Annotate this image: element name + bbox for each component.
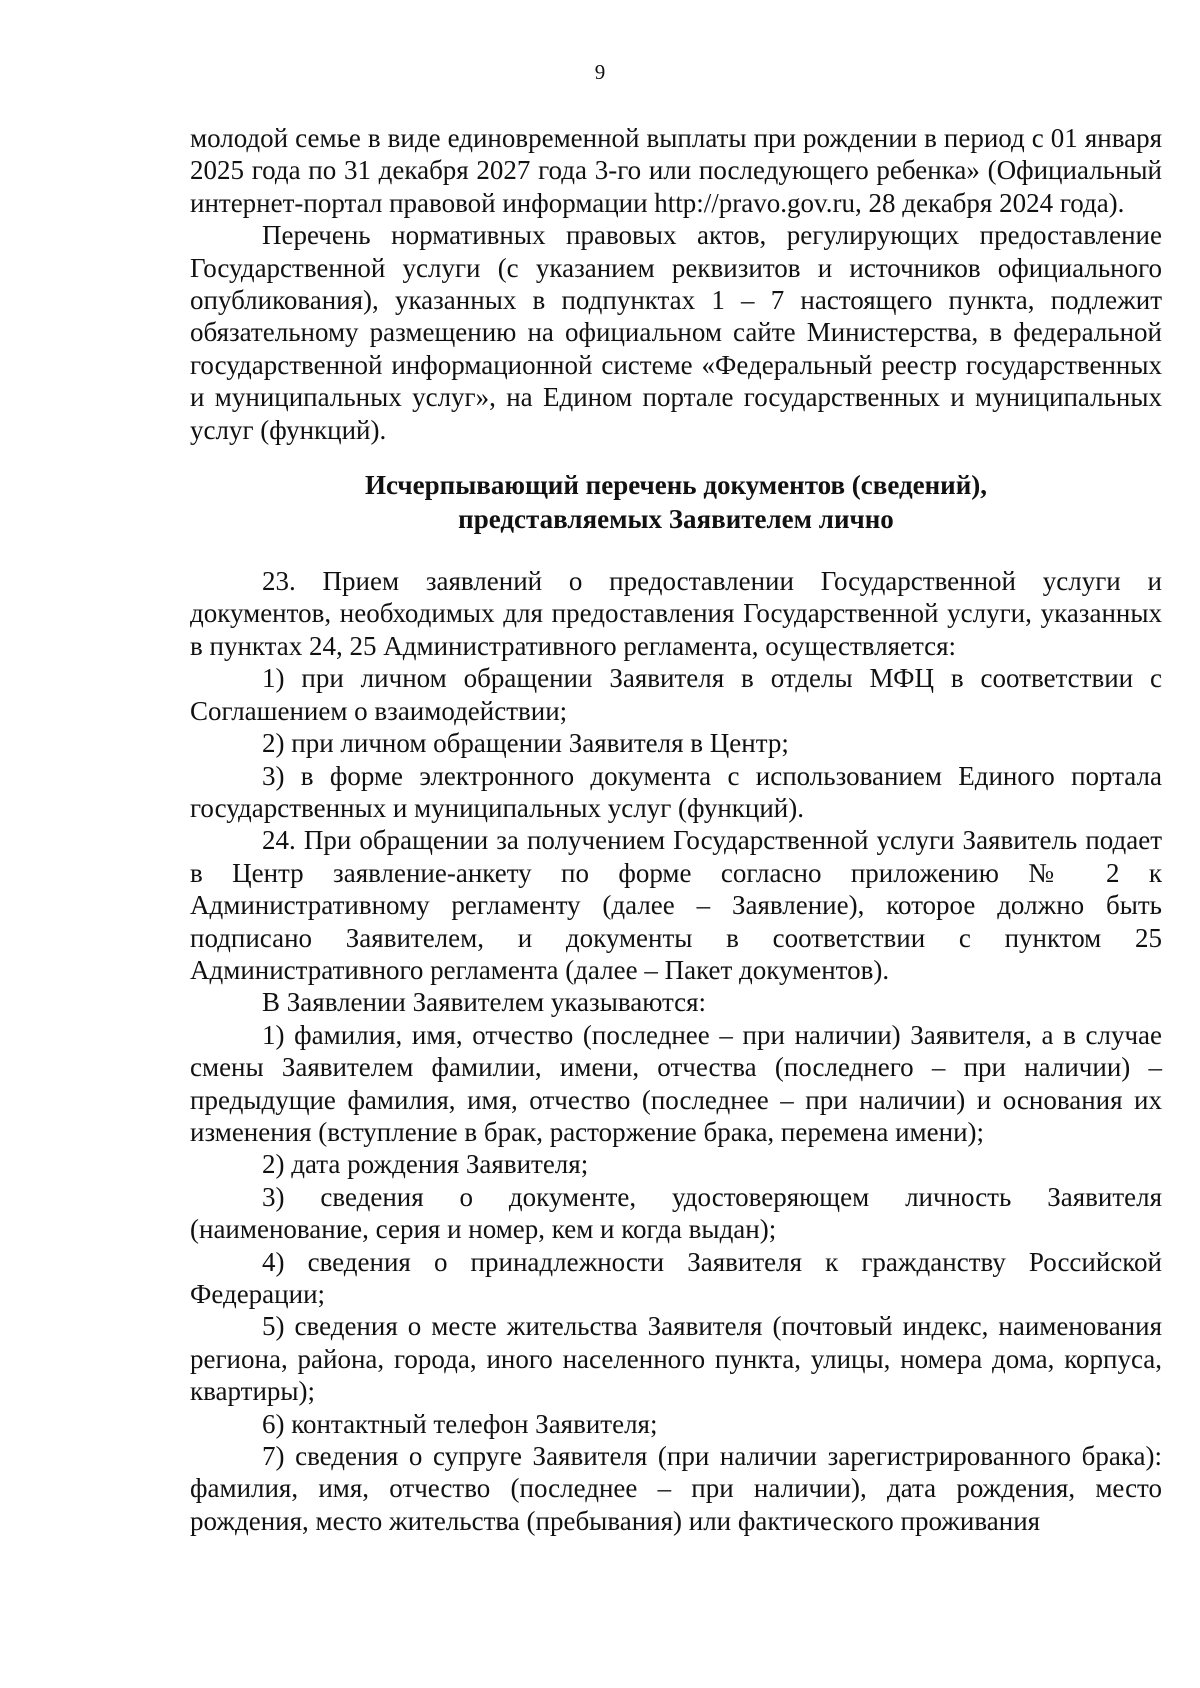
page-number: 9 bbox=[594, 60, 606, 84]
section-heading-line-1: Исчерпывающий перечень документов (сведений), bbox=[364, 470, 988, 501]
list-item: 4) сведения о принадлежности Заявителя к гражданству Российской Федерации; bbox=[190, 1246, 1162, 1309]
paragraph-item-24: 24. При обращении за получением Государственной услуги Заявитель подает в Центр заявление-анкету по форме согласно приложению № 2 к Административному регламенту (далее – Заявление), которое должно быть подписано Заявителем, и документы в соответствии с пунктом 25 Административного регламента (далее – Пакет документов). bbox=[190, 825, 1162, 985]
list-item: 3) сведения о документе, удостоверяющем личность Заявителя (наименование, серия и номер, кем и когда выдан); bbox=[190, 1181, 1162, 1245]
list-item: 1) фамилия, имя, отчество (последнее – при наличии) Заявителя, а в случае смены Заявителем фамилии, имени, отчества (последнего – при наличии) – предыдущие фамилия, имя, отчество (последнее – при наличии) и основания их изменения (вступление в брак, расторжение брака, перемена имени); bbox=[190, 1019, 1162, 1147]
paragraph-continuation: молодой семье в виде единовременной выплаты при рождении в период с 01 января 2025 года по 31 декабря 2027 года 3-го или последующего ребенка» (Официальный интернет-портал правовой информации http://pravo.gov.ru, 28 декабря 2024 года). bbox=[190, 123, 1162, 218]
list-item: 2) дата рождения Заявителя; bbox=[262, 1149, 589, 1180]
section-heading bbox=[190, 468, 1162, 536]
paragraph-legal-acts-list: Перечень нормативных правовых актов, регулирующих предоставление Государственной услуги (с указанием реквизитов и источников официального опубликования), указанных в подпунктах 1 – 7 настоящего пункта, подлежит обязательному размещению на официальном сайте Министерства, в федеральной государственной информационной системе «Федеральный реестр государственных и муниципальных услуг», на Едином портале государственных и муниципальных услуг (функций). bbox=[190, 220, 1162, 445]
list-item: 7) сведения о супруге Заявителя (при наличии зарегистрированного брака): фамилия, имя, отчество (последнее – при наличии), дата рождения, место рождения, место жительства (пребывания) или фактического проживания bbox=[190, 1441, 1162, 1536]
list-item: 3) в форме электронного документа с использованием Единого портала государственных и муниципальных услуг (функций). bbox=[190, 760, 1162, 823]
list-item: 5) сведения о месте жительства Заявителя (почтовый индекс, наименования региона, района, города, иного населенного пункта, улицы, номера дома, корпуса, квартиры); bbox=[190, 1311, 1162, 1407]
paragraph-application-fields-intro: В Заявлении Заявителем указываются: bbox=[262, 987, 707, 1018]
document-body bbox=[190, 122, 1162, 1537]
list-item: 2) при личном обращении Заявителя в Центр; bbox=[262, 728, 789, 759]
list-item: 1) при личном обращении Заявителя в отделы МФЦ в соответствии с Соглашением о взаимодействии; bbox=[190, 663, 1162, 726]
section-heading-line-2: представляемых Заявителем лично bbox=[458, 504, 894, 535]
paragraph-item-23: 23. Прием заявлений о предоставлении Государственной услуги и документов, необходимых для предоставления Государственной услуги, указанных в пунктах 24, 25 Административного регламента, осуществляется: bbox=[190, 566, 1162, 661]
list-item: 6) контактный телефон Заявителя; bbox=[262, 1408, 658, 1439]
